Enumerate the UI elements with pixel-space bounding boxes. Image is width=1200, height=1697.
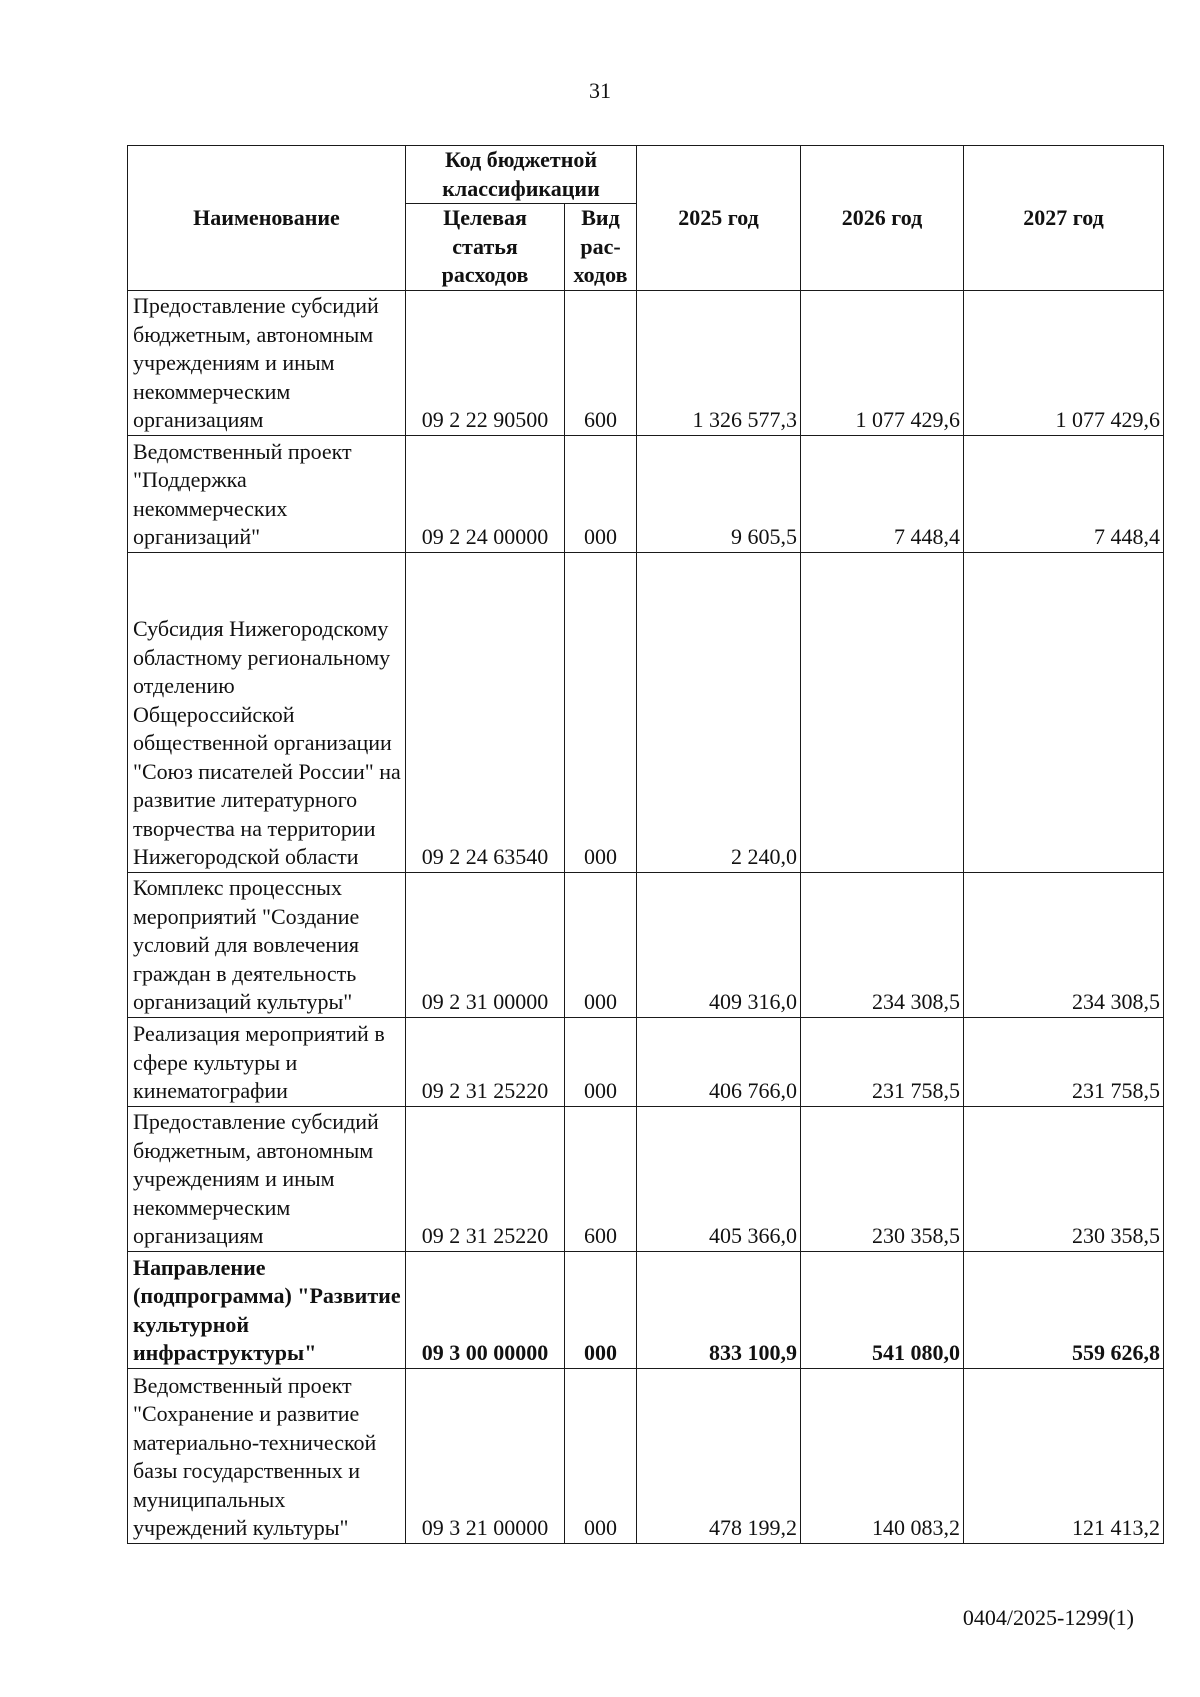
row-expense-kind: 000 (565, 1368, 637, 1543)
row-2026-value: 541 080,0 (801, 1251, 964, 1368)
row-expense-kind: 000 (565, 872, 637, 1017)
row-target-article: 09 2 24 00000 (406, 435, 565, 552)
header-expense-kind: Вид рас-ходов (565, 204, 637, 291)
row-2027-value: 231 758,5 (964, 1017, 1164, 1106)
table-row (128, 1017, 1164, 1106)
header-year-2027: 2027 год (964, 146, 1164, 291)
budget-table-container (127, 145, 1163, 1544)
row-expense-kind: 000 (565, 435, 637, 552)
row-2026-value (801, 552, 964, 872)
row-2026-value: 7 448,4 (801, 435, 964, 552)
table-row (128, 872, 1164, 1017)
budget-table (127, 145, 1164, 1544)
row-target-article: 09 2 24 63540 (406, 552, 565, 872)
header-budget-code: Код бюджетной классификации (406, 146, 637, 204)
table-row (128, 435, 1164, 552)
row-2027-value: 234 308,5 (964, 872, 1164, 1017)
row-2025-value: 406 766,0 (637, 1017, 801, 1106)
row-expense-kind: 000 (565, 552, 637, 872)
row-2027-value: 7 448,4 (964, 435, 1164, 552)
header-year-2025: 2025 год (637, 146, 801, 291)
row-target-article: 09 2 22 90500 (406, 290, 565, 435)
row-name: Предоставление субсидий бюджетным, автономным учреждениям и иным некоммерческим организациям (128, 290, 406, 435)
row-2026-value: 231 758,5 (801, 1017, 964, 1106)
row-2025-value: 409 316,0 (637, 872, 801, 1017)
row-expense-kind: 000 (565, 1017, 637, 1106)
row-2025-value: 9 605,5 (637, 435, 801, 552)
row-2025-value: 405 366,0 (637, 1106, 801, 1251)
header-year-2026: 2026 год (801, 146, 964, 291)
table-row (128, 1106, 1164, 1251)
row-2026-value: 234 308,5 (801, 872, 964, 1017)
row-name: Реализация мероприятий в сфере культуры и кинематографии (128, 1017, 406, 1106)
row-target-article: 09 2 31 25220 (406, 1017, 565, 1106)
row-target-article: 09 3 21 00000 (406, 1368, 565, 1543)
row-2026-value: 230 358,5 (801, 1106, 964, 1251)
row-2027-value: 230 358,5 (964, 1106, 1164, 1251)
header-name: Наименование (128, 146, 406, 291)
row-2026-value: 140 083,2 (801, 1368, 964, 1543)
table-row (128, 290, 1164, 435)
row-2027-value: 559 626,8 (964, 1251, 1164, 1368)
row-2025-value: 478 199,2 (637, 1368, 801, 1543)
table-row (128, 552, 1164, 872)
row-2027-value (964, 552, 1164, 872)
header-row-top (128, 146, 1164, 204)
row-expense-kind: 000 (565, 1251, 637, 1368)
table-row (128, 1368, 1164, 1543)
row-expense-kind: 600 (565, 1106, 637, 1251)
table-row (128, 1251, 1164, 1368)
row-name: Направление (подпрограмма) "Развитие культурной инфраструктуры" (128, 1251, 406, 1368)
row-2026-value: 1 077 429,6 (801, 290, 964, 435)
row-name: Ведомственный проект "Поддержка некоммерческих организаций" (128, 435, 406, 552)
row-2025-value: 1 326 577,3 (637, 290, 801, 435)
row-2027-value: 1 077 429,6 (964, 290, 1164, 435)
row-expense-kind: 600 (565, 290, 637, 435)
row-target-article: 09 3 00 00000 (406, 1251, 565, 1368)
page-number: 31 (589, 78, 611, 103)
row-2025-value: 833 100,9 (637, 1251, 801, 1368)
row-name: Предоставление субсидий бюджетным, автономным учреждениям и иным некоммерческим организациям (128, 1106, 406, 1251)
row-2027-value: 121 413,2 (964, 1368, 1164, 1543)
row-name: Ведомственный проект "Сохранение и развитие материально-технической базы государственных и муниципальных учреждений культуры" (128, 1368, 406, 1543)
row-target-article: 09 2 31 00000 (406, 872, 565, 1017)
row-name: Комплекс процессных мероприятий "Создание условий для вовлечения граждан в деятельность организаций культуры" (128, 872, 406, 1017)
document-code: 0404/2025-1299(1) (962, 1605, 1134, 1630)
row-2025-value: 2 240,0 (637, 552, 801, 872)
header-target-article: Целевая статья расходов (406, 204, 565, 291)
row-name: Субсидия Нижегородскому областному региональному отделению Общероссийской общественной организации "Союз писателей России" на развитие литературного творчества на территории Нижегородской области (128, 552, 406, 872)
row-target-article: 09 2 31 25220 (406, 1106, 565, 1251)
